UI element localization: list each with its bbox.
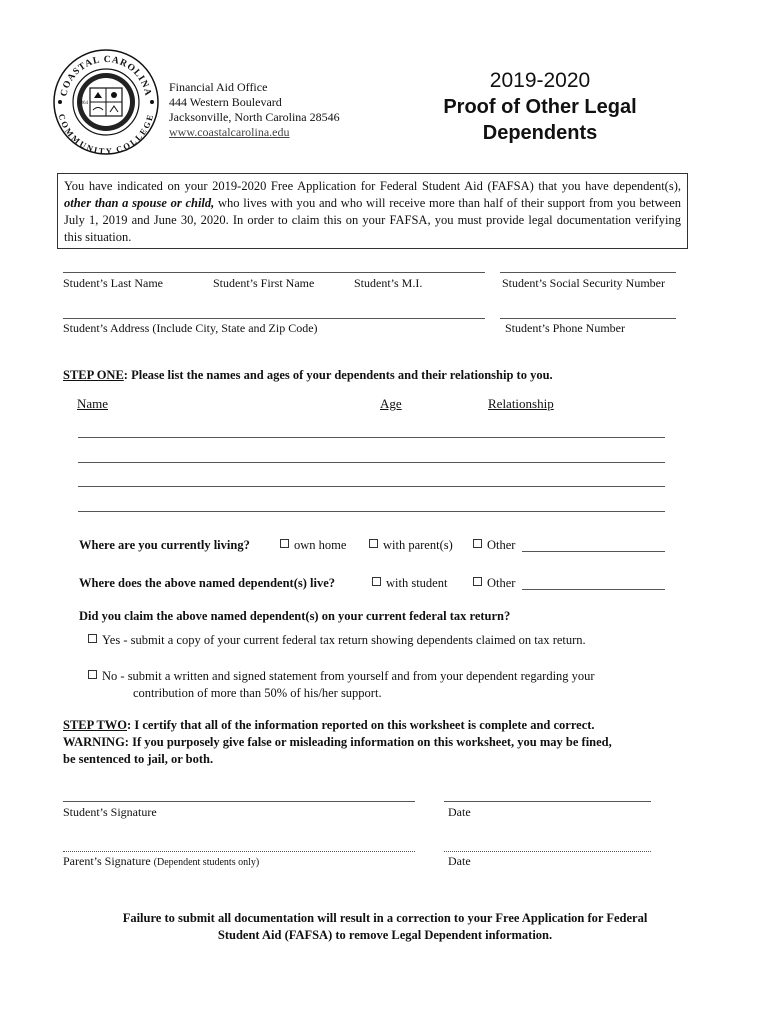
seal-year: 1964	[78, 101, 88, 106]
warning-line1: WARNING: If you purposely give false or misleading information on this worksheet, you may be fined,	[63, 735, 612, 749]
form-title-line2: Dependents	[482, 122, 598, 144]
column-name-header: Name	[77, 396, 109, 411]
footer-line1: Failure to submit all documentation will result in a correction to your Free Application for Federal	[122, 911, 648, 925]
dependent-row-line[interactable]	[78, 486, 665, 487]
dependent-row-line[interactable]	[78, 437, 665, 438]
step-one-text: : Please list the names and ages of your dependents and their relationship to you.	[123, 368, 553, 382]
parent-signature-label: Parent’s Signature	[63, 854, 151, 868]
phone-label: Student’s Phone Number	[505, 321, 625, 335]
living-other-input-line[interactable]	[522, 551, 665, 552]
step-one-heading	[63, 368, 553, 383]
column-relationship-header: Relationship	[488, 396, 554, 411]
dependent-live-question-row	[79, 576, 335, 591]
office-city: Jacksonville, North Carolina 28546	[169, 110, 340, 124]
footer-notice	[50, 910, 720, 944]
intro-notice-box	[57, 173, 688, 249]
dependent-row-line[interactable]	[78, 462, 665, 463]
living-own-home-label: own home	[294, 538, 347, 552]
tax-question: Did you claim the above named dependent(s) on your current federal tax return?	[79, 609, 511, 623]
step-one-label: STEP ONE	[63, 368, 124, 382]
step-two-block	[63, 717, 612, 768]
checkbox-icon[interactable]	[369, 539, 378, 548]
student-date-label: Date	[448, 805, 471, 819]
dependent-row-line[interactable]	[78, 511, 665, 512]
student-ssn-input-line[interactable]	[500, 272, 676, 273]
dependent-with-student-label: with student	[386, 576, 448, 590]
checkbox-icon[interactable]	[280, 539, 289, 548]
living-with-parents-label: with parent(s)	[383, 538, 453, 552]
column-age-header: Age	[380, 396, 402, 411]
living-with-parents-option[interactable]	[369, 538, 453, 553]
intro-emphasis: other than a spouse or child,	[64, 196, 215, 210]
office-address-block	[169, 80, 340, 140]
living-question-row	[79, 538, 250, 553]
step-two-text: : I certify that all of the information reported on this worksheet is complete and correct.	[127, 718, 595, 732]
parent-signature-line[interactable]	[63, 851, 415, 852]
form-title-block	[420, 68, 660, 146]
last-name-label: Student’s Last Name	[63, 276, 163, 290]
ssn-label: Student’s Social Security Number	[502, 276, 665, 290]
checkbox-icon[interactable]	[473, 577, 482, 586]
office-street: 444 Western Boulevard	[169, 95, 282, 109]
office-website-link[interactable]: www.coastalcarolina.edu	[169, 125, 290, 139]
step-two-label: STEP TWO	[63, 718, 128, 732]
college-seal-logo	[52, 48, 160, 156]
living-other-option[interactable]	[473, 538, 515, 553]
dependent-live-question: Where does the above named dependent(s) live?	[79, 576, 336, 590]
intro-text-part2: who lives with you and who will receive more than half of their support from you between July 1, 2019 and June 30, 2020. In order to claim this on your FAFSA, you must provide legal documentation verifying this situation.	[64, 196, 681, 244]
first-name-label: Student’s First Name	[213, 276, 315, 290]
address-label: Student’s Address (Include City, State and Zip Code)	[63, 321, 318, 335]
dependent-other-input-line[interactable]	[522, 589, 665, 590]
footer-line2: Student Aid (FAFSA) to remove Legal Dependent information.	[217, 928, 553, 942]
form-year: 2019-2020	[489, 69, 591, 92]
parent-date-label: Date	[448, 854, 471, 868]
intro-text-part1: You have indicated on your 2019-2020 Free Application for Federal Student Aid (FAFSA) that you have dependent(s),	[64, 179, 681, 193]
office-name: Financial Aid Office	[169, 80, 268, 94]
tax-yes-option[interactable]	[88, 633, 586, 648]
mi-label: Student’s M.I.	[354, 276, 423, 290]
parent-signature-note: (Dependent students only)	[153, 857, 260, 868]
living-question: Where are you currently living?	[79, 538, 250, 552]
student-signature-label: Student’s Signature	[63, 805, 157, 819]
tax-no-option[interactable]	[88, 668, 595, 702]
checkbox-icon[interactable]	[473, 539, 482, 548]
parent-date-line[interactable]	[444, 851, 651, 852]
living-other-label: Other	[487, 538, 516, 552]
checkbox-icon[interactable]	[88, 670, 97, 679]
dependent-other-option[interactable]	[473, 576, 515, 591]
student-date-line[interactable]	[444, 801, 651, 802]
tax-no-label-line2: contribution of more than 50% of his/her support.	[133, 686, 382, 700]
student-name-input-line[interactable]	[63, 272, 485, 273]
student-signature-line[interactable]	[63, 801, 415, 802]
student-phone-input-line[interactable]	[500, 318, 676, 319]
seal-text-bottom: COMMUNITY COLLEGE	[56, 112, 156, 156]
parent-signature-label-row	[63, 854, 259, 869]
checkbox-icon[interactable]	[88, 634, 97, 643]
dependent-with-student-option[interactable]	[372, 576, 447, 591]
checkbox-icon[interactable]	[372, 577, 381, 586]
seal-text-top: COASTAL CAROLINA	[59, 54, 153, 98]
warning-line2: be sentenced to jail, or both.	[63, 752, 214, 766]
tax-no-label-line1: No - submit a written and signed statement from yourself and from your dependent regarding your	[102, 669, 595, 683]
form-title-line1: Proof of Other Legal	[443, 96, 637, 118]
living-own-home-option[interactable]	[280, 538, 346, 553]
dependent-other-label: Other	[487, 576, 516, 590]
student-address-input-line[interactable]	[63, 318, 485, 319]
tax-yes-label: Yes - submit a copy of your current federal tax return showing dependents claimed on tax return.	[102, 633, 586, 647]
